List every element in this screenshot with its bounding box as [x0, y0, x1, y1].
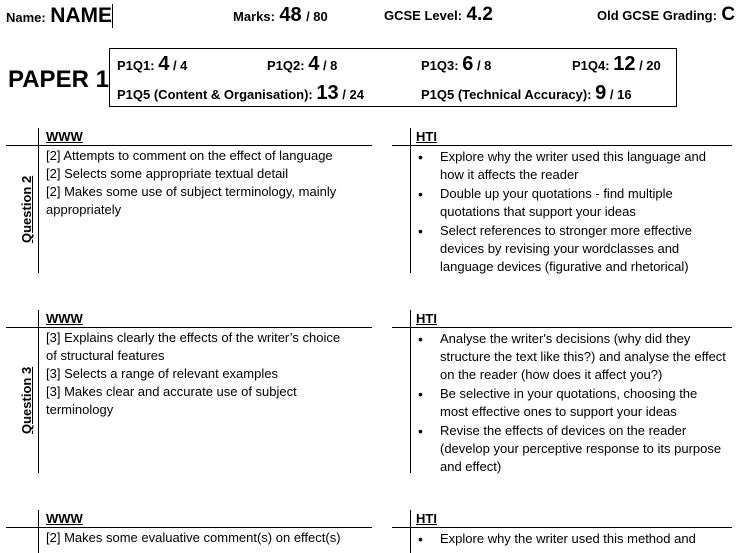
score-q1-total: / 4 [172, 58, 188, 73]
section-divider-q3 [38, 310, 39, 473]
score-q3 [421, 53, 491, 76]
hti-item: • Analyse the writer's decisions (why did they structure the text like this?) and analyse the effect on the reader (how does it affect you?) [416, 330, 728, 384]
www-line: [2] Makes some use of subject terminology, mainly [46, 184, 337, 199]
name-field [6, 4, 112, 28]
section-divider-q2 [38, 128, 39, 273]
www-line: [2] Attempts to comment on the effect of language [46, 148, 333, 163]
hti-divider-q4 [410, 510, 411, 553]
score-q3-value: 6 [462, 53, 474, 75]
score-q1-value: 4 [158, 53, 170, 75]
hti-list-q2 [416, 148, 728, 277]
www-text-q2 [46, 147, 364, 219]
www-line: [3] Makes clear and accurate use of subject [46, 384, 297, 399]
score-q5-technical [421, 82, 632, 105]
www-line: [2] Selects some appropriate textual detail [46, 166, 289, 181]
hti-heading-q2: HTI [416, 129, 437, 144]
hti-heading-q3: HTI [416, 311, 437, 326]
old-grade-value: C [721, 4, 736, 25]
score-q3-total: / 8 [476, 58, 492, 73]
score-q5-technical-value: 9 [595, 82, 607, 104]
hti-rule-q2 [392, 145, 732, 146]
www-line: [3] Explains clearly the effects of the writer’s choice [46, 330, 341, 345]
name-label: Name: [6, 10, 46, 25]
gcse-level-label: GCSE Level: [384, 8, 463, 23]
hti-list-q4 [416, 530, 728, 549]
score-q4-value: 12 [613, 53, 636, 75]
score-q4-label: P1Q4: [572, 58, 610, 73]
www-line: appropriately [46, 202, 122, 217]
www-line: terminology [46, 402, 114, 417]
hti-divider-q2 [410, 128, 411, 273]
score-q4-total: / 20 [639, 58, 661, 73]
marks-field [233, 4, 328, 27]
old-grade-label: Old GCSE Grading: [597, 8, 717, 23]
question-label-q3: Question 3 [19, 366, 34, 434]
hti-item: • Revise the effects of devices on the reader (develop your perceptive response to its purpose and effect) [416, 422, 728, 476]
score-q5-content-total: / 24 [342, 87, 364, 102]
marks-total: / 80 [306, 9, 328, 24]
hti-item: • Double up your quotations - find multiple quotations that support your ideas [416, 185, 728, 221]
marks-label: Marks: [233, 9, 275, 24]
www-heading-q4: WWW [46, 511, 83, 526]
score-q5-content [117, 82, 364, 105]
hti-item: • Select references to stronger more effective devices by revising your wordclasses and language devices (figurative and rhetorical) [416, 222, 728, 276]
score-q2-value: 4 [308, 53, 320, 75]
score-q2 [267, 53, 337, 76]
text-cursor [112, 4, 113, 28]
gcse-level-field [384, 4, 493, 26]
name-value: NAME [50, 4, 113, 27]
hti-rule-q3 [392, 327, 732, 328]
hti-heading-q4: HTI [416, 511, 437, 526]
www-text-q4 [46, 529, 364, 547]
score-q2-label: P1Q2: [267, 58, 305, 73]
score-q4 [572, 53, 661, 76]
score-q5-content-value: 13 [316, 82, 339, 104]
score-q2-total: / 8 [322, 58, 338, 73]
hti-item: • Be selective in your quotations, choosing the most effective ones to support your ideas [416, 385, 728, 421]
score-q5-content-label: P1Q5 (Content & Organisation): [117, 87, 313, 102]
question-label-q2: Question 2 [19, 175, 34, 243]
www-line: [3] Selects a range of relevant examples [46, 366, 278, 381]
hti-rule-q4 [392, 527, 732, 528]
www-line: [2] Makes some evaluative comment(s) on effect(s) [46, 530, 341, 545]
www-heading-q2: WWW [46, 129, 83, 144]
section-rule-q2 [6, 145, 372, 146]
hti-list-q3 [416, 330, 728, 477]
section-divider-q4 [38, 510, 39, 553]
score-q5-technical-label: P1Q5 (Technical Accuracy): [421, 87, 592, 102]
score-q3-label: P1Q3: [421, 58, 459, 73]
marks-value: 48 [279, 4, 302, 26]
section-rule-q3 [6, 327, 372, 328]
www-text-q3 [46, 329, 364, 419]
hti-item: • Explore why the writer used this language and how it affects the reader [416, 148, 728, 184]
www-line: of structural features [46, 348, 165, 363]
section-rule-q4 [6, 527, 372, 528]
score-q1 [117, 53, 187, 76]
score-q1-label: P1Q1: [117, 58, 155, 73]
score-q5-technical-total: / 16 [609, 87, 632, 102]
www-heading-q3: WWW [46, 311, 83, 326]
hti-divider-q3 [410, 310, 411, 473]
old-grade-field [597, 4, 735, 26]
hti-item: • Explore why the writer used this method and [416, 530, 728, 548]
paper-title: PAPER 1 [8, 66, 109, 93]
gcse-level-value: 4.2 [466, 4, 493, 25]
